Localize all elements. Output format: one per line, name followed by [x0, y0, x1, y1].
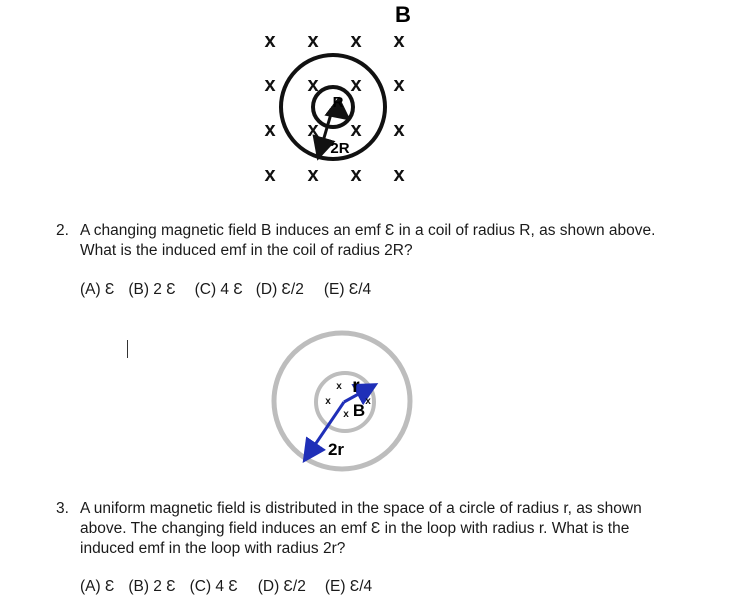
cross-mark: x: [393, 119, 405, 141]
choice-a[interactable]: (A) Ɛ: [80, 281, 115, 298]
choice-c[interactable]: (C) 4 Ɛ: [194, 281, 243, 298]
question-2-line-2: What is the induced emf in the coil of radius 2R?: [80, 242, 413, 259]
outer-radius-label: 2R: [330, 140, 350, 157]
cross-mark: x: [307, 30, 319, 52]
question-3-line-2: above. The changing field induces an emf Ɛ in the loop with radius r. What is the: [80, 520, 630, 537]
cross-mark: x: [264, 30, 276, 52]
field-label-b: B: [352, 401, 366, 420]
question-2-number: 2.: [56, 222, 69, 239]
cross-mark: x: [264, 119, 276, 141]
choice-a[interactable]: (A) Ɛ: [80, 578, 115, 595]
question-3-choices: [80, 578, 372, 596]
cross-mark: x: [264, 164, 276, 186]
cross-mark: x: [350, 74, 362, 96]
cross-mark: x: [264, 74, 276, 96]
question-3-number: 3.: [56, 500, 69, 517]
cross-mark: x: [365, 396, 371, 407]
cross-mark: x: [307, 164, 319, 186]
cross-mark: x: [325, 396, 331, 407]
choice-c[interactable]: (C) 4 Ɛ: [189, 578, 238, 595]
choice-d[interactable]: (D) Ɛ/2: [255, 281, 304, 298]
choice-d[interactable]: (D) Ɛ/2: [257, 578, 306, 595]
question-3-line-1: A uniform magnetic field is distributed in the space of a circle of radius r, as shown: [80, 500, 642, 517]
question-3-text: [80, 499, 690, 559]
figure-2: [260, 318, 420, 478]
question-3-line-3: induced emf in the loop with radius 2r?: [80, 540, 346, 557]
choice-e[interactable]: (E) Ɛ/4: [323, 281, 372, 298]
field-label-b: B: [395, 2, 411, 27]
cross-mark: x: [350, 164, 362, 186]
question-2-line-1: A changing magnetic field B induces an emf Ɛ in a coil of radius R, as shown above.: [80, 222, 656, 239]
cross-mark: x: [393, 164, 405, 186]
cross-mark: x: [336, 381, 342, 392]
cross-mark: x: [393, 74, 405, 96]
inner-radius-label: R: [332, 94, 344, 111]
cross-mark: x: [393, 30, 405, 52]
cross-mark: x: [350, 30, 362, 52]
cross-mark: x: [343, 409, 349, 420]
inner-radius-label: r: [352, 376, 360, 397]
cross-mark: x: [307, 74, 319, 96]
cross-mark: x: [350, 119, 362, 141]
figure-1: [250, 0, 430, 195]
text-cursor: [127, 340, 128, 358]
choice-b[interactable]: (B) 2 Ɛ: [128, 281, 176, 298]
question-2-choices: [80, 281, 371, 299]
choice-e[interactable]: (E) Ɛ/4: [324, 578, 373, 595]
cross-mark: x: [307, 119, 319, 141]
choice-b[interactable]: (B) 2 Ɛ: [128, 578, 176, 595]
outer-radius-label: 2r: [327, 440, 345, 459]
question-2-text: [80, 221, 690, 261]
